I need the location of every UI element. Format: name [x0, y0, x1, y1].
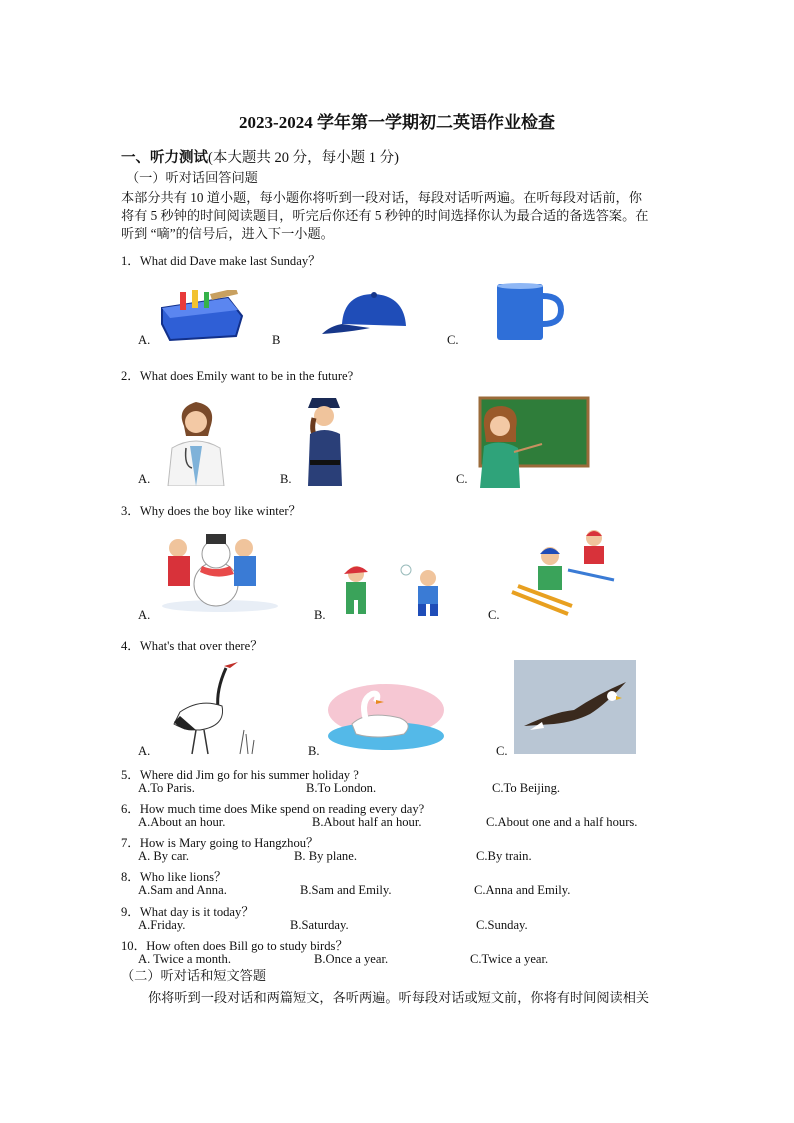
question-2: 2．What does Emily want to be in the future?: [121, 369, 354, 383]
instruction-line-3: 听到 “嘀”的信号后，进入下一小题。: [121, 226, 334, 241]
q4-option-c[interactable]: C.: [496, 744, 508, 758]
q7-option-c[interactable]: C.By train.: [476, 849, 532, 863]
snowball-fight-image: [338, 556, 448, 616]
police-officer-image: [300, 394, 348, 486]
section-heading-rest: (本大题共 20 分，每小题 1 分): [208, 150, 399, 166]
q10-option-c[interactable]: C.Twice a year.: [470, 952, 549, 966]
question-4: 4．What's that over there？: [121, 639, 263, 653]
q6-option-a[interactable]: A.About an hour.: [138, 815, 226, 829]
cap-image: [320, 290, 410, 340]
question-10: 10．How often does Bill go to study birds？: [121, 939, 349, 953]
skiing-image: [510, 526, 620, 618]
doctor-image: [162, 396, 230, 486]
question-8: 8．Who like lions？: [121, 870, 227, 884]
section-heading-bold: 一、听力测试: [121, 150, 208, 166]
q6-option-c[interactable]: C.About one and a half hours.: [486, 815, 638, 829]
q2-option-b[interactable]: B.: [280, 472, 292, 486]
question-9: 9．What day is it today？: [121, 905, 254, 919]
part2-title: （二）听对话和短文答题: [121, 968, 267, 983]
q3-option-b[interactable]: B.: [314, 608, 326, 622]
q3-option-a[interactable]: A.: [138, 608, 151, 622]
q8-option-b[interactable]: B.Sam and Emily.: [300, 883, 392, 897]
q9-option-c[interactable]: C.Sunday.: [476, 918, 528, 932]
q9-option-a[interactable]: A.Friday.: [138, 918, 186, 932]
q3-option-c[interactable]: C.: [488, 608, 500, 622]
q4-option-a[interactable]: A.: [138, 744, 151, 758]
q5-option-c[interactable]: C.To Beijing.: [492, 781, 561, 795]
q2-option-c[interactable]: C.: [456, 472, 468, 486]
q2-option-a[interactable]: A.: [138, 472, 151, 486]
section-heading: [121, 146, 399, 167]
question-1: 1．What did Dave make last Sunday？: [121, 254, 321, 268]
crane-image: [160, 660, 260, 756]
q8-option-a[interactable]: A.Sam and Anna.: [138, 883, 227, 897]
teacher-image: [476, 396, 590, 488]
q1-option-c[interactable]: C.: [447, 333, 459, 347]
q5-option-b[interactable]: B.To London.: [306, 781, 377, 795]
q7-option-a[interactable]: A. By car.: [138, 849, 190, 863]
part2-text: 你将听到一段对话和两篇短文，各听两遍。听每段对话或短文前，你将有时间阅读相关: [148, 990, 650, 1005]
q10-option-a[interactable]: A. Twice a month.: [138, 952, 231, 966]
q10-option-b[interactable]: B.Once a year.: [314, 952, 389, 966]
question-7: 7．How is Mary going to Hangzhou？: [121, 836, 319, 850]
snowman-image: [160, 526, 280, 614]
question-3: 3．Why does the boy like winter？: [121, 504, 302, 518]
question-5: 5．Where did Jim go for his summer holiday ?: [121, 768, 359, 782]
page-title: 2023-2024 学年第一学期初二英语作业检查: [239, 113, 555, 132]
instruction-line-1: 本部分共有 10 道小题，每小题你将听到一段对话，每段对话听两遍。在听每段对话前，你: [121, 190, 642, 205]
q7-option-b[interactable]: B. By plane.: [294, 849, 357, 863]
q9-option-b[interactable]: B.Saturday.: [290, 918, 349, 932]
q1-option-b[interactable]: B: [272, 333, 281, 347]
q4-option-b[interactable]: B.: [308, 744, 320, 758]
mug-image: [495, 282, 565, 342]
q1-option-a[interactable]: A.: [138, 333, 151, 347]
q6-option-b[interactable]: B.About half an hour.: [312, 815, 422, 829]
q5-option-a[interactable]: A.To Paris.: [138, 781, 195, 795]
question-6: 6．How much time does Mike spend on reading every day?: [121, 802, 425, 816]
eagle-image: [514, 660, 636, 754]
instruction-line-2: 将有 5 秒钟的时间阅读题目，听完后你还有 5 秒钟的时间选择你认为最合适的备选答案。在: [121, 208, 649, 223]
pencil-case-image: [158, 290, 246, 342]
q8-option-c[interactable]: C.Anna and Emily.: [474, 883, 571, 897]
swan-image: [326, 680, 448, 752]
part1-title: （一）听对话回答问题: [126, 170, 258, 185]
